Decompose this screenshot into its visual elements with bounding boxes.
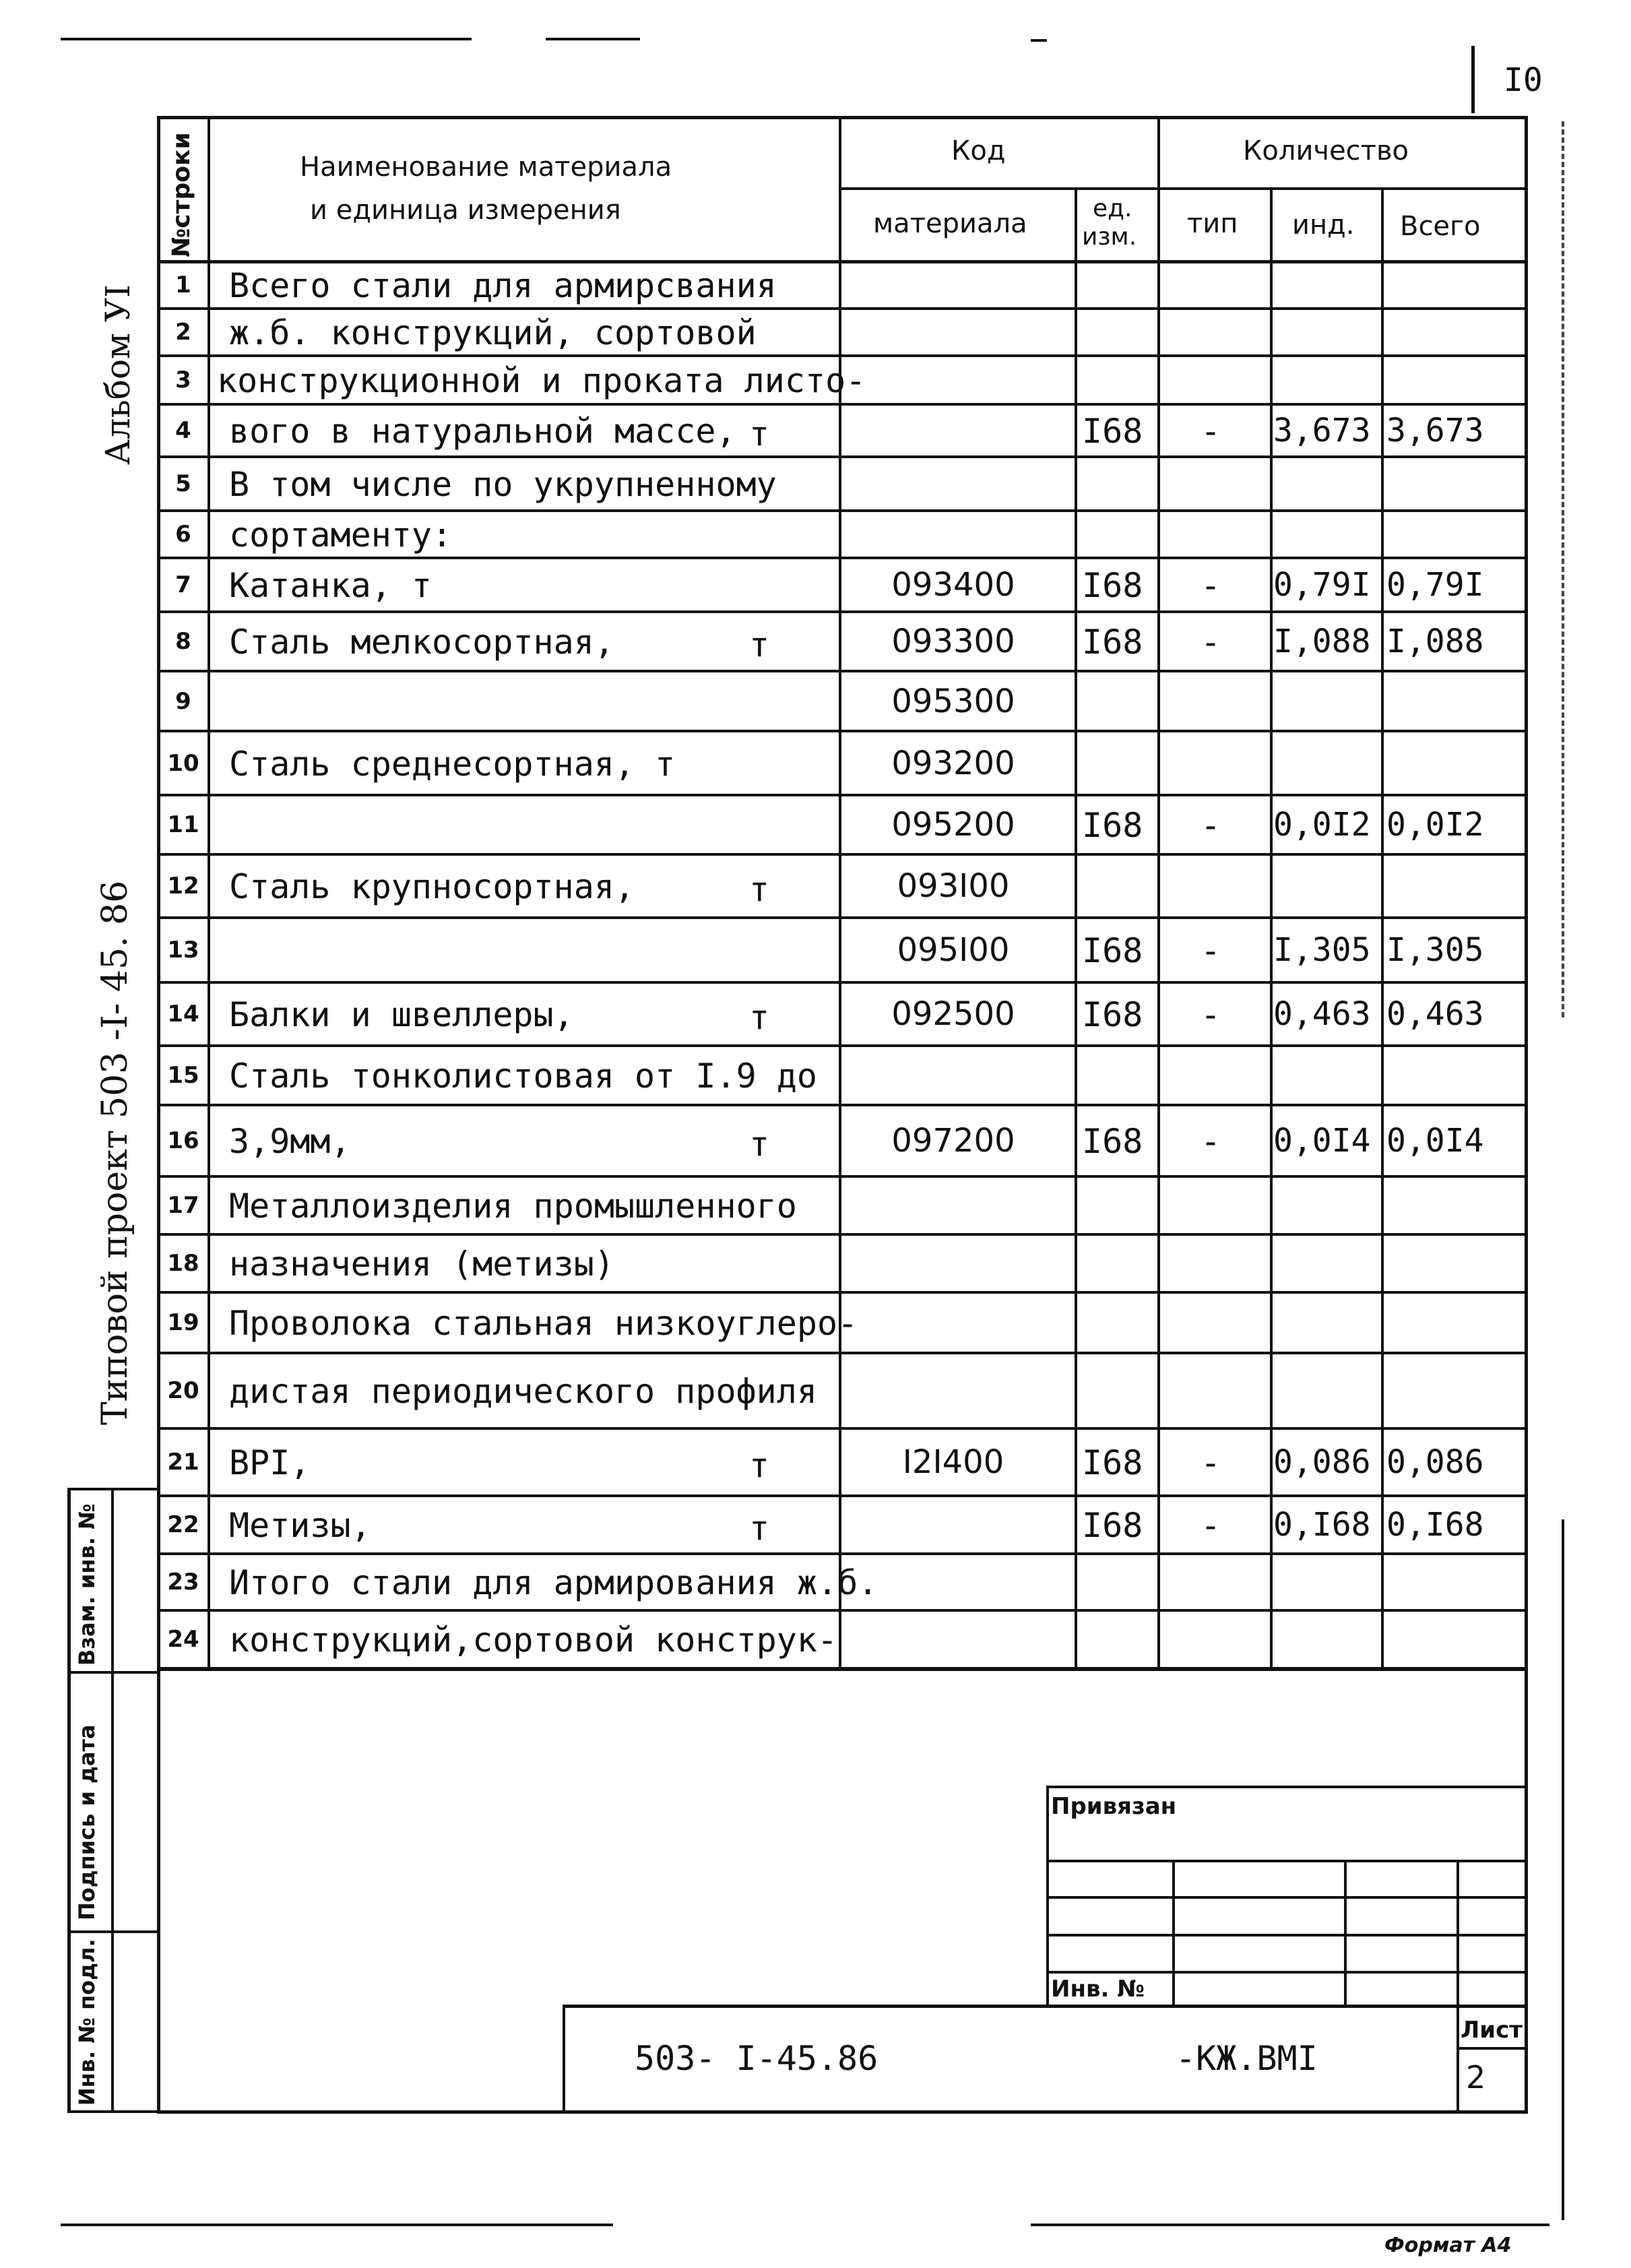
material-name: конструкционной и проката листо-: [217, 361, 866, 400]
privyazan-label: Привязан: [1051, 1793, 1177, 1820]
material-code: 095I00: [897, 931, 1010, 969]
col-line-ind: [1270, 187, 1273, 1669]
quantity-total: 0,086: [1386, 1443, 1484, 1481]
quantity-total: 0,I68: [1386, 1506, 1484, 1544]
stamp-col-1: [1172, 1860, 1175, 2008]
row-line: [157, 981, 1528, 984]
header-quantity: Количество: [1243, 135, 1409, 166]
row-line: [157, 557, 1528, 559]
quantity-type: -: [1201, 931, 1221, 970]
unit-code: I68: [1082, 566, 1143, 605]
row-number: 18: [167, 1250, 199, 1277]
row-line: [157, 1104, 1528, 1106]
unit-code: I68: [1082, 806, 1143, 845]
row-line: [157, 1233, 1528, 1236]
row-number: 22: [167, 1511, 199, 1538]
row-number: 3: [175, 367, 191, 393]
row-line: [157, 1552, 1528, 1555]
unit-of-measure: т: [749, 625, 770, 664]
side-strip-top: [67, 1488, 158, 1490]
doc-code-right: -КЖ.ВМI: [1176, 2039, 1318, 2078]
quantity-type: -: [1201, 1122, 1221, 1161]
row-number: 17: [167, 1192, 199, 1219]
sheet-sep: [1457, 2047, 1528, 2050]
quantity-type: -: [1201, 566, 1221, 605]
quantity-ind: 0,463: [1273, 995, 1371, 1033]
material-code: 093I00: [897, 867, 1010, 905]
row-line: [157, 1175, 1528, 1178]
table-bottom-line: [157, 1668, 1528, 1671]
row-number: 5: [175, 470, 191, 497]
row-line: [157, 455, 1528, 458]
format-label: Формат А4: [1384, 2234, 1512, 2257]
quantity-total: 0,463: [1386, 995, 1484, 1033]
material-name: Сталь среднесортная, т: [229, 745, 676, 784]
quantity-total: 3,673: [1386, 412, 1484, 449]
material-name: вого в натуральной массе,: [229, 412, 736, 451]
quantity-total: I,088: [1386, 623, 1484, 660]
header-qty-ind: инд.: [1292, 210, 1355, 241]
unit-code: I68: [1082, 1122, 1143, 1161]
quantity-ind: 0,79I: [1273, 566, 1371, 604]
row-number: 16: [167, 1127, 199, 1154]
row-number: 13: [167, 937, 199, 964]
material-code: 095300: [891, 683, 1015, 720]
material-code: 095200: [891, 806, 1015, 844]
row-number: 11: [167, 811, 199, 838]
header-code-material: материала: [873, 208, 1027, 239]
quantity-total: 0,0I2: [1386, 806, 1484, 844]
quantity-type: -: [1201, 1443, 1221, 1482]
material-name: Сталь тонколистовая от I.9 до: [229, 1057, 817, 1096]
row-number: 8: [175, 628, 191, 655]
material-name: Сталь крупносортная,: [229, 867, 635, 906]
material-name: ВРI,: [229, 1443, 311, 1482]
material-name: Проволока стальная низкоуглеро-: [229, 1304, 858, 1343]
row-number: 15: [167, 1062, 199, 1089]
row-number: 6: [175, 521, 191, 548]
top-rule-3: [1031, 39, 1047, 42]
stamp-line-3: [1046, 1934, 1528, 1936]
material-name: Всего стали для армирсвания: [229, 266, 777, 305]
header-sub-line: [839, 187, 1528, 190]
header-code-unit-2: изм.: [1082, 223, 1137, 251]
inv-podl-label: Инв. № подл.: [74, 1939, 100, 2106]
row-number: 9: [175, 688, 191, 715]
zam-inv-label: Взам. инв. №: [74, 1503, 100, 1666]
row-number: 7: [175, 571, 191, 598]
inv-no-label: Инв. №: [1051, 1976, 1145, 2003]
quantity-type: -: [1201, 623, 1221, 662]
row-line: [157, 354, 1528, 357]
header-qty-type: тип: [1187, 208, 1238, 239]
right-dashed-edge: [1562, 121, 1564, 1017]
material-name: В том числе по укрупненному: [229, 465, 777, 504]
sheet-label: Лист: [1461, 2017, 1523, 2044]
side-strip-sep2: [67, 1930, 158, 1933]
unit-of-measure: т: [749, 1446, 770, 1485]
material-code: 093300: [891, 623, 1015, 660]
material-name: Итого стали для армирования ж.б.: [229, 1563, 878, 1602]
material-name: ж.б. конструкций, сортовой: [229, 313, 757, 352]
row-number: 19: [167, 1309, 199, 1336]
row-line: [157, 1291, 1528, 1294]
material-code: 097200: [891, 1122, 1015, 1160]
stamp-line-4: [1046, 1971, 1528, 1974]
row-line: [157, 1044, 1528, 1047]
unit-code: I68: [1082, 623, 1143, 662]
stamp-col-2: [1344, 1860, 1347, 2008]
side-strip-mid: [111, 1489, 114, 2112]
stamp-line-1: [1046, 1860, 1528, 1862]
unit-code: I68: [1082, 1443, 1143, 1482]
unit-of-measure: т: [749, 414, 770, 453]
row-number: 12: [167, 873, 199, 900]
quantity-ind: 0,086: [1273, 1443, 1371, 1481]
material-name: конструкций,сортовой конструк-: [229, 1620, 838, 1660]
row-line: [157, 610, 1528, 613]
row-line: [157, 1352, 1528, 1354]
row-line: [157, 509, 1528, 512]
quantity-total: 0,79I: [1386, 566, 1484, 604]
material-code: 093200: [891, 745, 1015, 782]
material-name: 3,9мм,: [229, 1122, 351, 1161]
unit-of-measure: т: [749, 1125, 770, 1164]
row-line: [157, 1494, 1528, 1497]
material-name: дистая периодического профиля: [229, 1372, 817, 1411]
row-number: 14: [167, 1001, 199, 1028]
col-line-meas: [1075, 187, 1077, 1669]
page-number-divider: [1471, 46, 1475, 113]
quantity-total: 0,0I4: [1386, 1122, 1484, 1160]
unit-code: I68: [1082, 412, 1143, 451]
quantity-ind: 0,0I4: [1273, 1122, 1371, 1160]
sheet-number: 2: [1466, 2059, 1486, 2096]
doc-code-left: 503- I-45.86: [635, 2039, 878, 2078]
row-line: [157, 916, 1528, 919]
header-qty-total: Всего: [1400, 211, 1481, 242]
quantity-type: -: [1201, 412, 1221, 451]
album-label: Альбом УI: [98, 284, 137, 465]
unit-of-measure: т: [749, 1509, 770, 1548]
top-rule: [61, 38, 472, 40]
quantity-total: I,305: [1386, 931, 1484, 969]
material-code: 092500: [891, 995, 1015, 1033]
row-number: 21: [167, 1449, 199, 1476]
material-name: Балки и швеллеры,: [229, 995, 574, 1034]
stamp-col-3: [1457, 1860, 1459, 2008]
row-number: 1: [175, 272, 191, 298]
row-number: 4: [175, 417, 191, 444]
row-number: 20: [167, 1377, 199, 1404]
quantity-ind: 3,673: [1273, 412, 1371, 449]
col-line-qty: [1157, 116, 1160, 1669]
row-number: 23: [167, 1569, 199, 1596]
material-code: 093400: [891, 566, 1015, 604]
material-name: сортаменту:: [229, 515, 453, 555]
material-code: I2I400: [902, 1443, 1004, 1481]
page-number: I0: [1504, 61, 1543, 99]
header-code: Код: [951, 135, 1006, 166]
header-name-line1: Наименование материала: [300, 152, 672, 183]
header-bottom-line: [157, 260, 1528, 263]
header-name-line2: и единица измерения: [310, 195, 621, 226]
quantity-type: -: [1201, 995, 1221, 1034]
unit-code: I68: [1082, 995, 1143, 1034]
project-label: Типовой проект 503 -I- 45. 86: [95, 880, 135, 1425]
sheet-col: [1457, 2005, 1459, 2112]
row-line: [157, 1609, 1528, 1612]
unit-code: I68: [1082, 1506, 1143, 1545]
row-line: [157, 307, 1528, 310]
col-line-total: [1381, 187, 1384, 1669]
quantity-ind: 0,I68: [1273, 1506, 1371, 1544]
quantity-ind: I,305: [1273, 931, 1371, 969]
material-name: Сталь мелкосортная,: [229, 623, 614, 662]
material-name: Метизы,: [229, 1506, 371, 1545]
quantity-type: -: [1201, 806, 1221, 845]
side-strip-bottom: [67, 2110, 158, 2113]
unit-code: I68: [1082, 931, 1143, 970]
row-line: [157, 670, 1528, 672]
col-line-rownum: [207, 116, 210, 1669]
right-edge-lower: [1562, 1519, 1564, 2220]
material-name: назначения (метизы): [229, 1245, 614, 1284]
quantity-ind: 0,0I2: [1273, 806, 1371, 844]
row-line: [157, 403, 1528, 406]
unit-of-measure: т: [749, 998, 770, 1037]
bottom-rule: [61, 2224, 613, 2226]
row-line: [157, 730, 1528, 732]
quantity-ind: I,088: [1273, 623, 1371, 660]
quantity-type: -: [1201, 1506, 1221, 1545]
top-rule-2: [546, 38, 640, 40]
side-strip-left: [67, 1489, 71, 2112]
row-number: 10: [167, 750, 199, 777]
header-code-unit-1: ед.: [1093, 195, 1132, 222]
side-strip-sep1: [67, 1671, 158, 1674]
col-line-code: [839, 116, 841, 1669]
stamp-line-2: [1046, 1896, 1528, 1899]
material-name: Катанка, т: [229, 566, 433, 605]
row-number: 2: [175, 319, 191, 346]
row-number: 24: [167, 1626, 199, 1653]
unit-of-measure: т: [749, 870, 770, 909]
signature-label: Подпись и дата: [74, 1724, 100, 1920]
bottom-rule-2: [1031, 2224, 1549, 2226]
header-row-no: №строки: [168, 132, 195, 257]
row-line: [157, 1427, 1528, 1430]
material-name: Металлоизделия промышленного: [229, 1187, 797, 1226]
row-line: [157, 794, 1528, 796]
row-line: [157, 853, 1528, 856]
